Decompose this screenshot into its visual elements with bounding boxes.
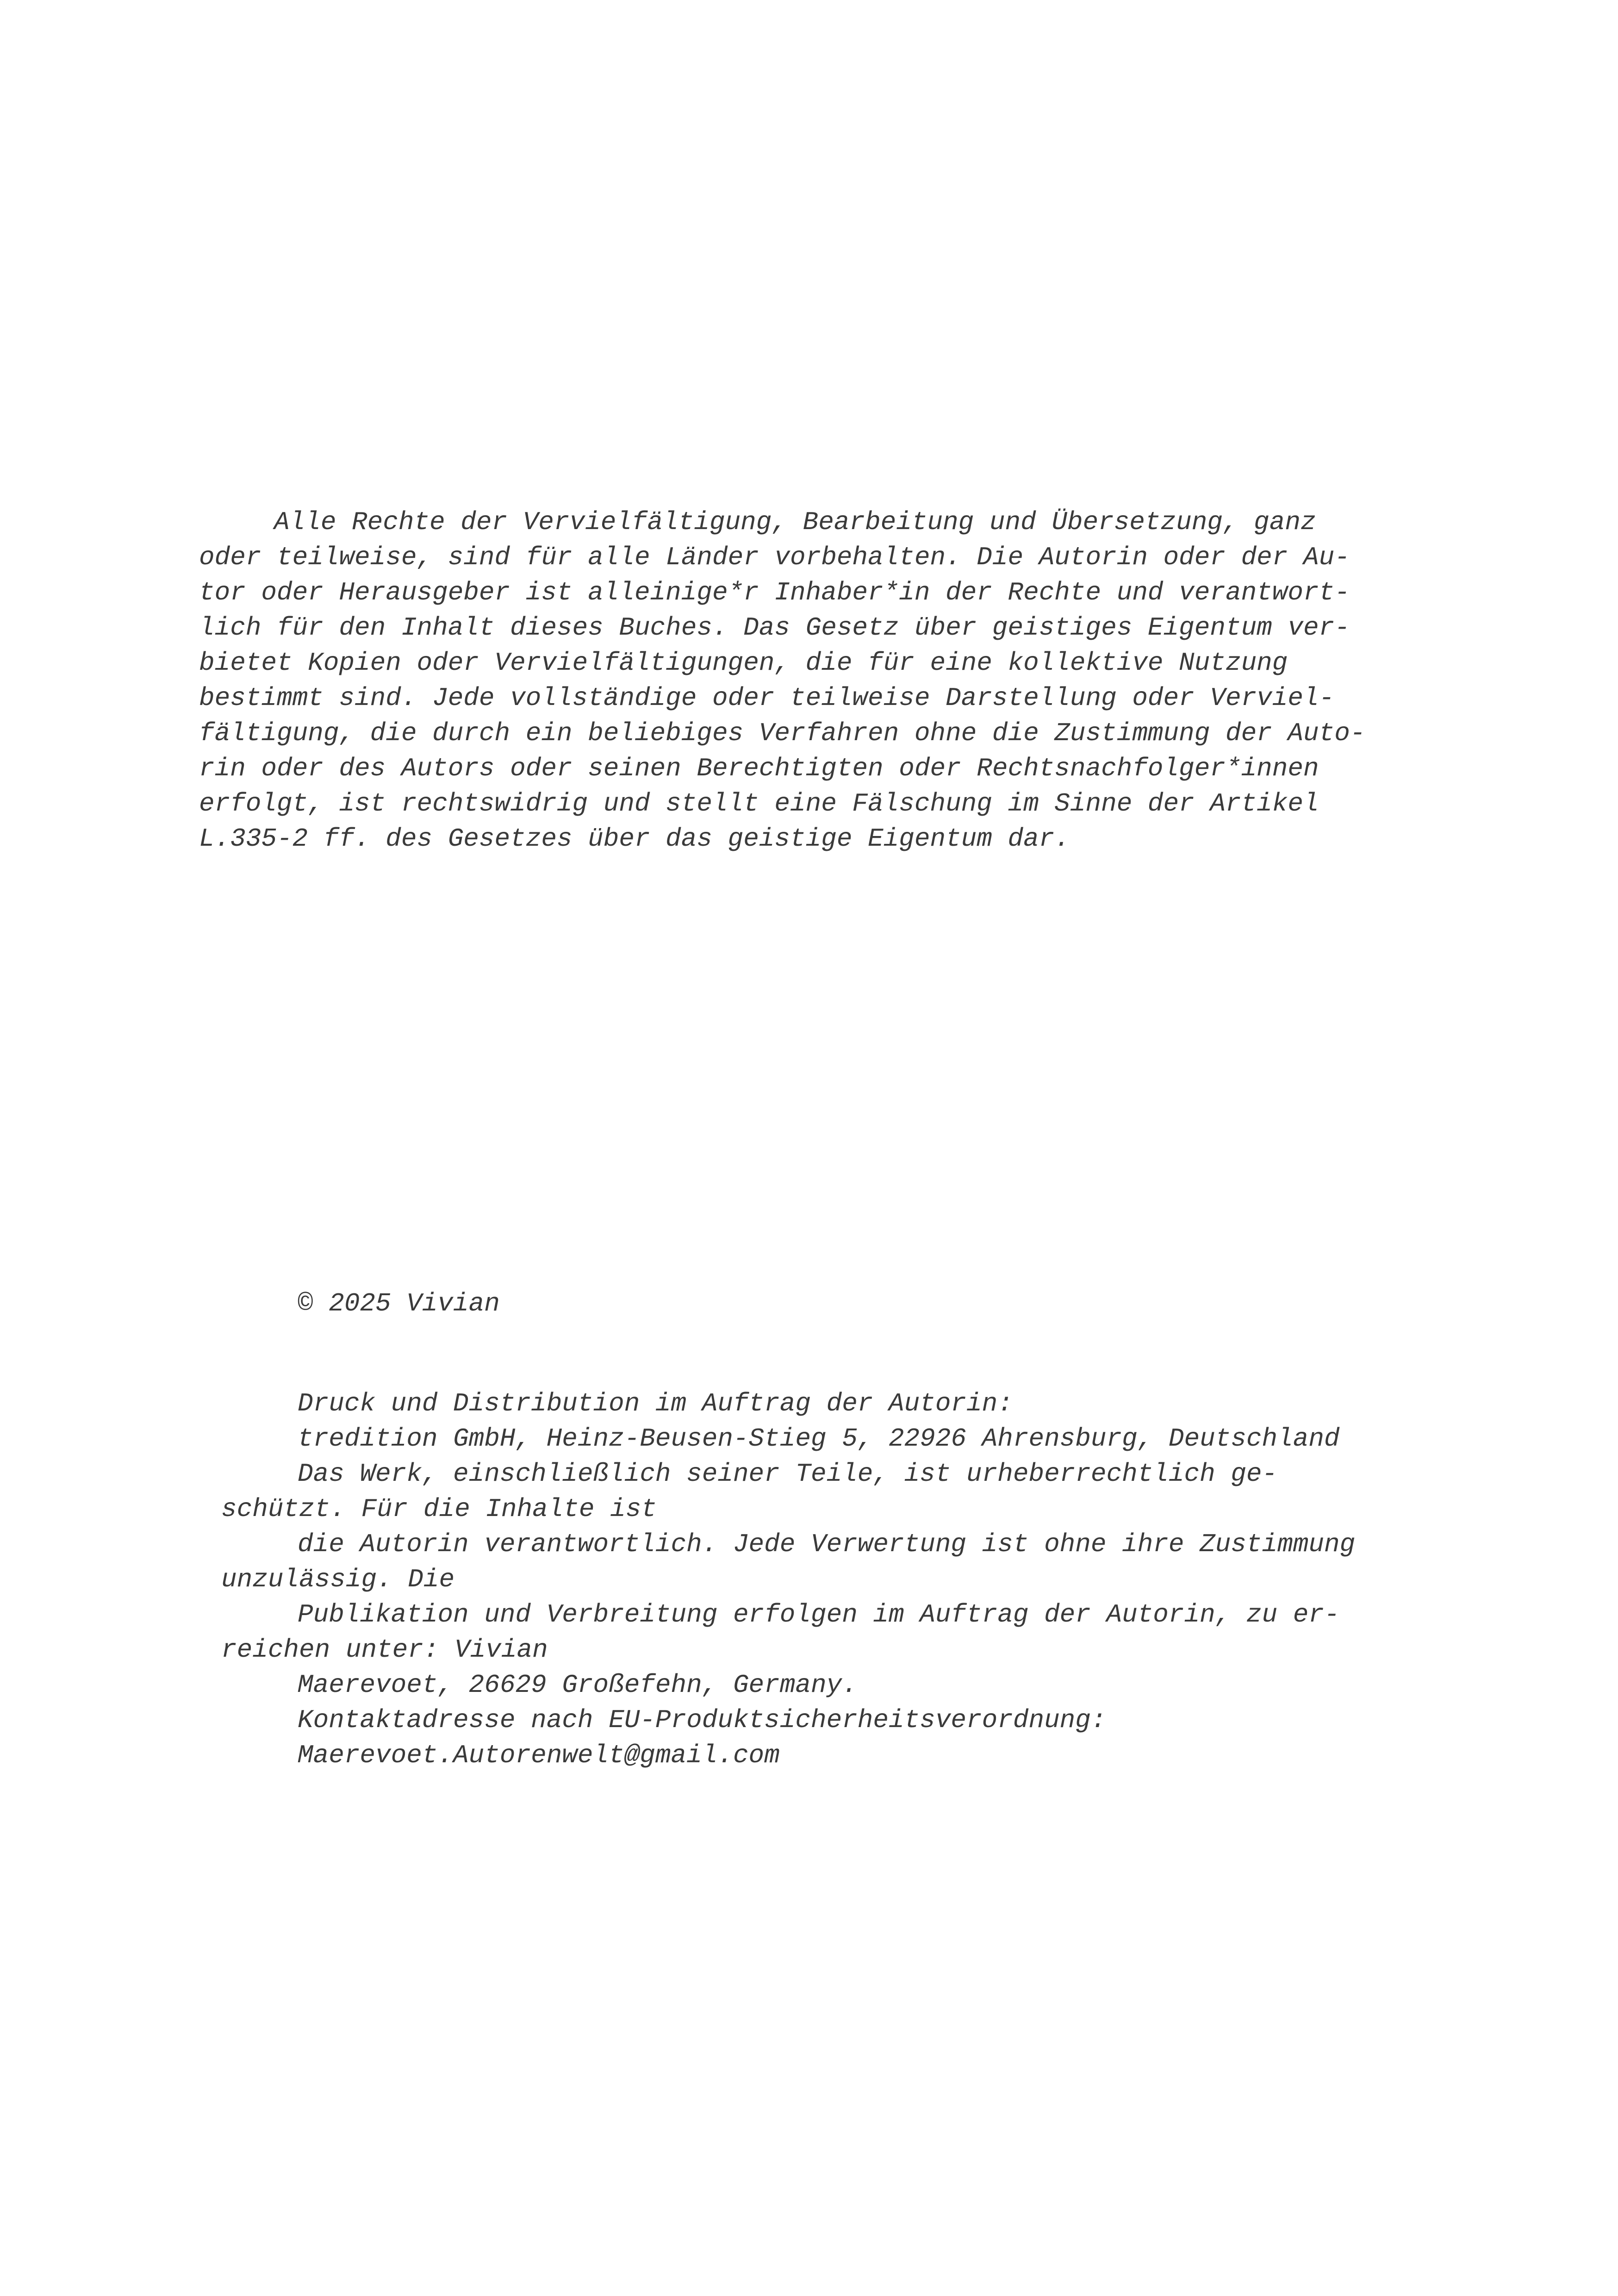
rights-line: fältigung, die durch ein beliebiges Verfahren ohne die Zustimmung der Auto- (199, 718, 1366, 748)
copyright-notice: © 2025 Vivian (298, 1289, 500, 1318)
rights-line: bestimmt sind. Jede vollständige oder teilweise Darstellung oder Verviel- (199, 683, 1335, 713)
imprint-line: reichen unter: Vivian (221, 1635, 548, 1665)
imprint-line: tredition GmbH, Heinz-Beusen-Stieg 5, 22926 Ahrensburg, Deutschland (298, 1424, 1340, 1454)
rights-line: L.335-2 ff. des Gesetzes über das geistige Eigentum dar. (199, 824, 1070, 854)
rights-line: tor oder Herausgeber ist alleinige*r Inhaber*in der Rechte und verantwort- (199, 578, 1350, 607)
imprint-line: Publikation und Verbreitung erfolgen im Auftrag der Autorin, zu er- (298, 1600, 1340, 1629)
imprint-line: schützt. Für die Inhalte ist (221, 1494, 657, 1524)
imprint-line: Druck und Distribution im Auftrag der Autorin: (298, 1389, 1013, 1418)
rights-line: lich für den Inhalt dieses Buches. Das Gesetz über geistiges Eigentum ver- (199, 613, 1350, 643)
rights-line: oder teilweise, sind für alle Länder vorbehalten. Die Autorin oder der Au- (199, 543, 1350, 572)
imprint-line: die Autorin verantwortlich. Jede Verwertung ist ohne ihre Zustimmung (298, 1529, 1356, 1559)
imprint-line: Kontaktadresse nach EU-Produktsicherheitsverordnung: (298, 1705, 1107, 1735)
rights-line: erfolgt, ist rechtswidrig und stellt eine Fälschung im Sinne der Artikel (199, 789, 1319, 818)
imprint-line: Das Werk, einschließlich seiner Teile, ist urheberrechtlich ge- (298, 1459, 1278, 1489)
rights-line: rin oder des Autors oder seinen Berechtigten oder Rechtsnachfolger*innen (199, 754, 1319, 783)
imprint-line: unzulässig. Die (221, 1565, 455, 1594)
rights-line: bietet Kopien oder Vervielfältigungen, die für eine kollektive Nutzung (199, 648, 1288, 678)
contact-email: Maerevoet.Autorenwelt@gmail.com (298, 1741, 780, 1770)
imprint-line: Maerevoet, 26629 Großefehn, Germany. (298, 1670, 858, 1700)
rights-line: Alle Rechte der Vervielfältigung, Bearbeitung und Übersetzung, ganz (274, 507, 1316, 537)
